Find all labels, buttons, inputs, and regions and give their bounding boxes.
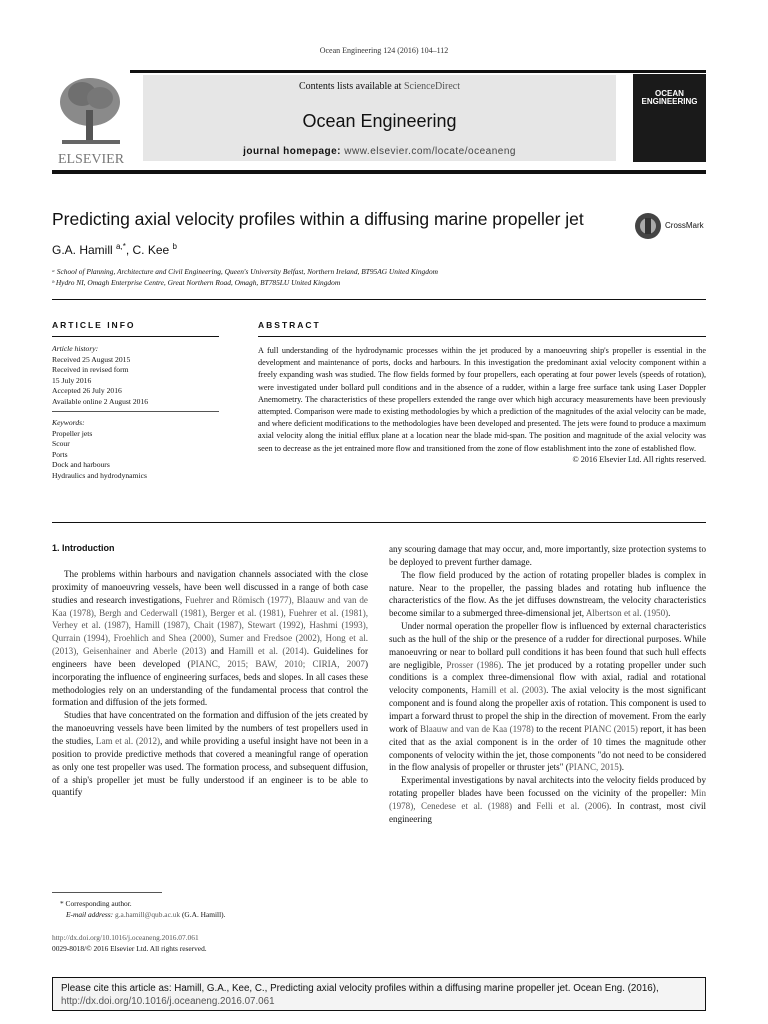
citation-link[interactable]: Prosser (1986) bbox=[446, 659, 502, 670]
text-run: The problems within harbours and navigation channels associated with the close proximity of manoeuvring vessels, have been well discussed in a range of both case studies and research investigations, bbox=[52, 569, 368, 605]
header-bottom-rule bbox=[52, 170, 706, 174]
abstract-body bbox=[258, 345, 706, 464]
keyword-item: Ports bbox=[52, 449, 68, 459]
contents-line bbox=[143, 81, 616, 92]
journal-citation: Ocean Engineering 124 (2016) 104–112 bbox=[319, 46, 449, 55]
citation-link[interactable]: Hamill et al. (2014) bbox=[228, 646, 307, 657]
citation-link[interactable]: Albertson et al. (1950) bbox=[585, 608, 669, 619]
citation-link[interactable]: PIANC, 2015 bbox=[568, 762, 619, 773]
divider bbox=[52, 336, 219, 337]
history-item: Accepted 26 July 2016 bbox=[52, 386, 122, 395]
cover-title-line1: OCEAN bbox=[655, 89, 684, 98]
citation-link[interactable]: Blaauw and van de Kaa (1978) bbox=[420, 723, 534, 734]
citation-link[interactable]: Lam et al. (2012) bbox=[95, 735, 161, 746]
cite-this-article-box bbox=[52, 977, 706, 1011]
paragraph bbox=[389, 569, 706, 620]
citation-link[interactable]: PIANC (2015) bbox=[583, 723, 638, 734]
cover-title-line2: ENGINEERING bbox=[641, 97, 698, 106]
author-separator: , bbox=[125, 243, 133, 257]
publisher-name: ELSEVIER bbox=[57, 152, 125, 167]
text-run: Studies that have concentrated on the formation and diffusion of the jets created by the manoeuvring vessels have been limited by the numbers of test propellers used in the studies, bbox=[52, 710, 368, 746]
body-left-column bbox=[52, 543, 368, 799]
text-run: . The jet produced by a rotating propeller under such conditions is a complex three-dimensional flow with axial, radial and rotational velocity components, bbox=[389, 659, 707, 696]
paragraph: any scouring damage that may occur, and, more importantly, size protection systems to be deployed to prevent further damage. bbox=[389, 544, 706, 567]
text-run: ) incorporating the influence of engineering surfaces, beds and slopes. In all cases these methodologies rely on an understanding of the fundamental process that control the formation and diffusion of the jets formed. bbox=[52, 658, 368, 708]
footnote-email bbox=[66, 910, 225, 920]
article-info-heading: ARTICLE INFO bbox=[52, 320, 136, 330]
author-list bbox=[52, 242, 177, 257]
author-kee-affil: b bbox=[172, 242, 177, 251]
homepage-prefix: journal homepage: bbox=[243, 146, 345, 157]
divider bbox=[52, 522, 706, 523]
author-hamill-affil: a,* bbox=[116, 242, 126, 251]
text-run: Under normal operation the propeller flow is influenced by external characteristics such as the hull of the ship or the presence of a rudder for directional purposes. While manoeuvring or near to bollard pull conditions it has been found that such hull effects are negligible, bbox=[389, 621, 706, 670]
text-run: Experimental investigations by naval architects into the velocity fields produced by rotating propeller blades have been focussed on the vicinity of the propeller: bbox=[389, 775, 706, 799]
journal-name: Ocean Engineering bbox=[302, 111, 457, 131]
body-right-column bbox=[389, 543, 706, 826]
homepage-link[interactable]: www.elsevier.com/locate/oceaneng bbox=[344, 146, 516, 157]
citation-link[interactable]: Fuehrer and Römisch (1977), Blaauw and van de Kaa (1978), Bergh and Cederwall (1981), Berger et al. (1981), Fuehrer et al. (1981), Verhey et al. (1987), Hamill (1987), Chait (1987), Stewart (1992), Hashmi (1993), Qurrain (1994), Froehlich and Shea (2000), Sumer and Fredsoe (2002), Hong et al. (2013), Geisenhainer and Aberle (2013) bbox=[52, 594, 368, 657]
text-run: . The axial velocity is the most significant component and is found along the propeller axis of rotation. This component is used to impart a forward thrust to propel the ship in the direction of movement. From the early work of bbox=[389, 685, 706, 734]
affiliation-a: ᵃ School of Planning, Architecture and Civil Engineering, Queen's University Belfast, Northern Ireland, BT95AG United Kingdom bbox=[52, 267, 438, 276]
citation-link[interactable]: PIANC, 2015; BAW, 2010; CIRIA, 2007 bbox=[190, 658, 365, 669]
footnote-rule bbox=[52, 892, 162, 893]
history-item: Available online 2 August 2016 bbox=[52, 396, 149, 406]
doi-link[interactable]: http://dx.doi.org/10.1016/j.oceaneng.2016.07.061 bbox=[52, 933, 199, 942]
footnote-corresponding: * Corresponding author. bbox=[60, 899, 132, 908]
keywords bbox=[52, 418, 147, 481]
keyword-item: Dock and harbours bbox=[52, 460, 110, 469]
text-run: , and while providing a useful insight have not been in a position to provide predictive methods that covered a meaningful range of operation as only one test propeller was used. The formation process, and subsequent diffusion, of a ship's propeller jet must be fully understood if an engineer is to be able to quantify bbox=[52, 735, 368, 798]
keyword-item: Scour bbox=[52, 439, 70, 448]
cite-doi-link[interactable]: http://dx.doi.org/10.1016/j.oceaneng.2016.07.061 bbox=[61, 996, 275, 1007]
abstract-copyright: © 2016 Elsevier Ltd. All rights reserved. bbox=[572, 454, 706, 464]
cite-text: Please cite this article as: Hamill, G.A., Kee, C., Predicting axial velocity profiles within a diffusing marine propeller jet. Ocean Eng. (2016), bbox=[61, 983, 659, 994]
paragraph bbox=[52, 568, 368, 709]
keyword-item: Hydraulics and hydrodynamics bbox=[52, 470, 147, 480]
crossmark-badge[interactable] bbox=[634, 212, 706, 240]
paragraph bbox=[389, 620, 706, 774]
affiliation-b: ᵇ Hydro NI, Omagh Enterprise Centre, Great Northern Road, Omagh, BT785LU United Kingdom bbox=[52, 278, 341, 287]
article-history bbox=[52, 344, 148, 407]
divider bbox=[52, 411, 219, 412]
keywords-label: Keywords: bbox=[52, 418, 85, 427]
header-top-rule bbox=[52, 70, 706, 73]
text-run: . bbox=[668, 608, 671, 619]
paragraph bbox=[389, 774, 706, 825]
history-item: Received 25 August 2015 bbox=[52, 354, 131, 364]
text-run: and bbox=[206, 646, 229, 657]
email-label: E-mail address: bbox=[66, 910, 115, 919]
paragraph bbox=[52, 709, 368, 799]
author-hamill: G.A. Hamill bbox=[52, 243, 113, 257]
journal-homepage bbox=[143, 146, 616, 157]
history-item: 15 July 2016 bbox=[52, 375, 92, 385]
author-kee: C. Kee bbox=[132, 243, 170, 257]
history-item: Received in revised form bbox=[52, 365, 129, 374]
abstract-heading: ABSTRACT bbox=[258, 320, 321, 330]
text-run: report, it has been cited that as the axial component is in the order of 10 times the magnitude other components of velocity within the jet, those components "do not need to be considered in the flow analysis of propeller or thruster jets" ( bbox=[389, 723, 707, 773]
text-run: ). bbox=[618, 762, 625, 773]
crossmark-label: CrossMark bbox=[665, 221, 704, 230]
email-link[interactable]: g.a.hamill@qub.ac.uk bbox=[115, 910, 181, 919]
email-name: (G.A. Hamill). bbox=[180, 910, 226, 919]
text-run: to the recent bbox=[533, 723, 584, 734]
sciencedirect-link[interactable]: ScienceDirect bbox=[403, 81, 461, 92]
text-run: and bbox=[512, 800, 537, 811]
section-heading-introduction: 1. Introduction bbox=[52, 543, 115, 553]
journal-cover-image bbox=[633, 74, 706, 162]
text-run: . In contrast, most civil engineering bbox=[389, 800, 706, 824]
citation-link[interactable]: Felli et al. (2006) bbox=[536, 800, 610, 811]
elsevier-tree-logo-icon bbox=[52, 70, 130, 168]
abstract-text: A full understanding of the hydrodynamic processes within the jet produced by a manoeuvring ship's propeller is essential in the development and maintenance of ports, docks and harbours. In this investigation the predominant axial velocity component within a freely expanding wash was studied. The flow fields formed by four propellers, each operating at four power levels (speeds of rotation), were investigated under bollard pull conditions and in the absence of a rudder, within a large free surface tank using Laser Doppler Anemometry. The characteristics of these propellers extended the range over which high accuracy measurements have been previously attempted. Comparison were made to existing methodologies by which a prediction of the magnitudes of the axial velocity can be made, and where deficient modifications to the methodologies have been developed and presented. The jets were found to produce a maximum axial velocity along the initial efflux plane at a location near the blade mid-span. The position and magnitude of the axial velocity was seen to decrease as the jet entrained more flow and transitioned from the zone of flow establishment into the zone of established flow. bbox=[258, 346, 706, 453]
text-run: . Guidelines for engineers have been developed ( bbox=[52, 646, 368, 669]
citation-link[interactable]: Hamill et al. (2003) bbox=[471, 685, 547, 696]
divider bbox=[52, 299, 706, 300]
keyword-item: Propeller jets bbox=[52, 428, 93, 438]
article-title: Predicting axial velocity profiles within a diffusing marine propeller jet bbox=[52, 209, 584, 229]
divider bbox=[258, 336, 706, 337]
crossmark-icon bbox=[634, 212, 662, 240]
citation-link[interactable]: Min (1978), Cenedese et al. (1988) bbox=[389, 788, 706, 811]
issn-line: 0029-8018/© 2016 Elsevier Ltd. All rights reserved. bbox=[52, 944, 207, 953]
text-run: The flow field produced by the action of rotating propeller blades is complex in nature. Near to the propeller, the passing blades and rotating hub influence the characteristics of the flow. As the jet diffuses downstream, the velocity characteristics become similar to a submerged three-dimensional jet, bbox=[389, 569, 706, 619]
contents-prefix: Contents lists available at bbox=[298, 81, 404, 92]
journal-banner bbox=[143, 75, 616, 161]
history-label: Article history: bbox=[52, 344, 99, 353]
